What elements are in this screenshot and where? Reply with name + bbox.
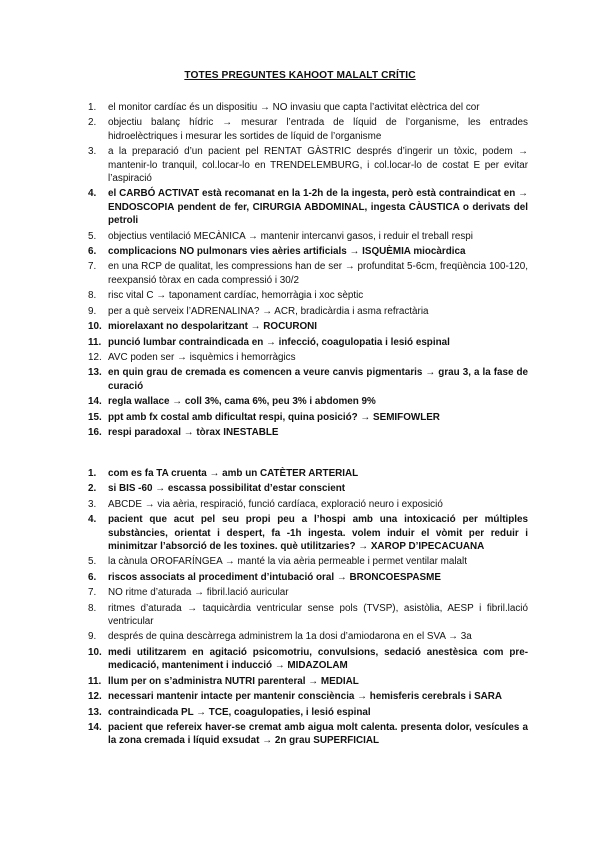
list-item [88, 630, 528, 643]
list-item [88, 101, 528, 114]
list-item [88, 289, 528, 302]
item-number: 3. [88, 146, 97, 158]
list-item [88, 187, 528, 227]
item-number: 6. [88, 571, 97, 583]
item-text: contraindicada PL → TCE, coagulopaties, i lesió espinal [108, 706, 371, 718]
item-number: 7. [88, 587, 97, 599]
item-text: miorelaxant no despolaritzant → ROCURONI [108, 321, 318, 333]
item-number: 12. [88, 691, 102, 703]
list-item [88, 482, 528, 495]
item-text: objectius ventilació MECÀNICA → mantenir intercanvi gasos, i reduir el treball respi [108, 230, 473, 242]
list-item [88, 586, 528, 599]
item-text: a la preparació d’un pacient pel RENTAT GÀSTRIC després d’ingerir un tòxic, podem → mantenir-lo tranquil, col.locar-lo en TRENDELEMBURG, i col.locar-lo de costat E per evitar l’aspiració [108, 146, 528, 185]
item-number: 14. [88, 396, 102, 408]
item-text: NO ritme d’aturada → fibril.lació auricular [108, 587, 289, 599]
item-text: ABCDE → via aèria, respiració, funció cardíaca, exploració neuro i exposició [108, 498, 443, 510]
item-number: 9. [88, 305, 97, 317]
item-number: 8. [88, 602, 97, 614]
item-number: 4. [88, 188, 97, 200]
item-text: la cànula OROFARÍNGEA → manté la via aèria permeable i permet ventilar malalt [108, 556, 467, 568]
item-number: 10. [88, 646, 102, 658]
item-text: complicacions NO pulmonars vies aèries artificials → ISQUÈMIA miocàrdica [108, 246, 466, 258]
item-text: risc vital C → taponament cardíac, hemorràgia i xoc sèptic [108, 290, 364, 302]
list-item [88, 116, 528, 143]
document-title: TOTES PREGUNTES KAHOOT MALALT CRÍTIC [184, 70, 416, 81]
item-text: ppt amb fx costal amb dificultat respi, quina posició? → SEMIFOWLER [108, 411, 440, 423]
list-item [88, 498, 528, 511]
list-item [88, 513, 528, 553]
list-item [88, 351, 528, 364]
list-item [88, 426, 528, 439]
list-item [88, 467, 528, 480]
list-item [88, 260, 528, 287]
list-item [88, 245, 528, 258]
list-item [88, 721, 528, 748]
list-item [88, 706, 528, 719]
item-number: 5. [88, 230, 97, 242]
item-number: 11. [88, 336, 102, 348]
item-number: 11. [88, 675, 102, 687]
item-number: 10. [88, 321, 102, 333]
item-number: 7. [88, 261, 97, 273]
item-text: si BIS -60 → escassa possibilitat d’estar conscient [108, 483, 346, 495]
item-text: ritmes d’aturada → taquicàrdia ventricular sense pols (TVSP), asistòlia, AESP i fibril.lació ventricular [108, 602, 528, 628]
item-text: pacient que acut pel seu propi peu a l’hospi amb una intoxicació per múltiples substàncies, orientat i despert, fa -1h ingesta. volem induir el vòmit per reduir i minimitzar l’absorció de les toxines. què utilitzaries? → XAROP D’IPECACUANA [108, 514, 528, 553]
item-number: 9. [88, 631, 97, 643]
item-text: com es fa TA cruenta → amb un CATÈTER ARTERIAL [108, 468, 359, 479]
list-item [88, 411, 528, 424]
item-number: 1. [88, 102, 97, 113]
item-text: respi paradoxal → tòrax INESTABLE [108, 426, 279, 438]
item-number: 14. [88, 721, 102, 733]
list-item [88, 336, 528, 349]
item-text: en una RCP de qualitat, les compressions han de ser → profunditat 5-6cm, freqüència 100-120, reexpansió tòrax en cada compressió i 30/2 [108, 261, 528, 286]
item-text: el CARBÓ ACTIVAT està recomanat en la 1-2h de la ingesta, però està contraindicat en → ENDOSCOPIA pendent de fer, CIRURGIA ABDOMINAL, ingesta CÀUSTICA o derivats del petroli [108, 188, 528, 227]
list-item [88, 366, 528, 393]
item-text: medi utilitzarem en agitació psicomotriu, convulsions, sedació anestèsica com pre-medicació, manteniment i inducció → MIDAZOLAM [108, 646, 528, 672]
item-number: 13. [88, 367, 102, 379]
item-number: 12. [88, 351, 102, 363]
item-text: objectiu balanç hídric → mesurar l’entrada de líquid de l’organisme, les entrades hidroelèctriques i mesurar les sortides de líquid de l’organisme [108, 117, 528, 142]
list-item [88, 230, 528, 243]
item-text: AVC poden ser → isquèmics i hemorràgics [108, 351, 296, 363]
item-number: 5. [88, 556, 97, 568]
question-list-1 [88, 101, 528, 441]
list-item [88, 646, 528, 673]
item-text: llum per on s’administra NUTRI parenteral → MEDIAL [108, 675, 359, 687]
item-number: 8. [88, 290, 97, 302]
item-number: 15. [88, 411, 102, 423]
list-item [88, 395, 528, 408]
item-number: 2. [88, 483, 97, 495]
list-item [88, 571, 528, 584]
item-text: per a què serveix l’ADRENALINA? → ACR, bradicàrdia i asma refractària [108, 305, 429, 317]
list-item [88, 675, 528, 688]
item-text: en quin grau de cremada es comencen a veure canvis pigmentaris → grau 3, a la fase de curació [108, 367, 528, 392]
item-text: riscos associats al procediment d’intubació oral → BRONCOESPASME [108, 571, 441, 583]
item-number: 4. [88, 514, 97, 526]
item-number: 2. [88, 117, 97, 129]
item-number: 3. [88, 498, 97, 510]
item-number: 1. [88, 468, 97, 479]
item-number: 16. [88, 426, 102, 438]
list-item [88, 602, 528, 629]
list-item [88, 320, 528, 333]
item-text: després de quina descàrrega administrem la 1a dosi d’amiodarona en el SVA → 3a [108, 631, 472, 643]
item-text: necessari mantenir intacte per mantenir consciència → hemisferis cerebrals i SARA [108, 691, 503, 703]
list-item [88, 555, 528, 568]
item-text: punció lumbar contraindicada en → infecció, coagulopatia i lesió espinal [108, 336, 450, 348]
item-number: 13. [88, 706, 102, 718]
item-text: regla wallace → coll 3%, cama 6%, peu 3% i abdomen 9% [108, 396, 376, 408]
list-item [88, 305, 528, 318]
question-list-2 [88, 467, 528, 750]
list-item [88, 145, 528, 185]
item-text: pacient que refereix haver-se cremat amb aigua molt calenta. presenta dolor, vesícules a la zona cremada i líquid exsudat → 2n grau SUPERFICIAL [108, 721, 528, 747]
item-text: el monitor cardíac és un dispositiu → NO invasiu que capta l’activitat elèctrica del cor [108, 102, 480, 113]
item-number: 6. [88, 246, 97, 258]
list-item [88, 690, 528, 703]
